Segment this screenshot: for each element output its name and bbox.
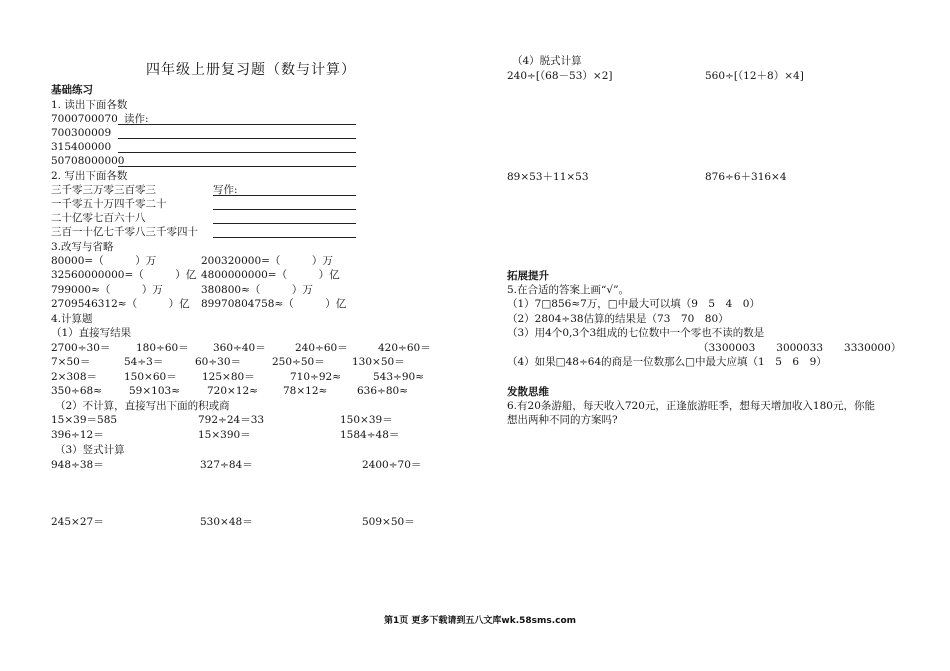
q3-item: 80000=（ ）万 [51,255,157,267]
direct-calc: 250÷50＝ [272,356,325,368]
page-title: 四年级上册复习题（数与计算） [146,62,356,78]
vertical-calc: 327÷84＝ [200,459,253,471]
direct-calc: 7×50＝ [51,356,91,368]
answer-line[interactable] [118,152,356,153]
direct-calc: 543÷90≈ [373,371,424,383]
direct-calc: 720×12≈ [207,385,258,397]
answer-line[interactable] [213,195,356,196]
stepwise-calc: 876÷6＋316×4 [705,171,787,183]
q5-item: （2）2804÷38估算的结果是（73 70 80） [507,313,729,325]
q2-item: 三千零三万零三百零三 [51,184,156,196]
direct-calc: 2700÷30＝ [51,342,111,354]
q1-number: 7000700070 [51,113,118,125]
q4-sub-vertical: （3）竖式计算 [55,444,125,456]
direct-calc: 60÷30＝ [195,356,242,368]
q2-write-label: 写作: [213,184,238,196]
q3-item: 32560000000=（ ）亿 [51,269,197,281]
indirect-calc: 15×39＝585 [51,414,118,426]
section-basic: 基础练习 [51,84,93,96]
q4-sub-indirect: （2）不计算，直接写出下面的积或商 [55,400,230,412]
direct-calc: 180÷60＝ [136,342,189,354]
stepwise-calc: 89×53＋11×53 [507,171,589,183]
direct-calc: 125×80＝ [202,371,255,383]
q1-heading: 1. 读出下面各数 [51,99,128,111]
vertical-calc: 2400÷70＝ [362,459,422,471]
vertical-calc: 509×50＝ [362,516,415,528]
q3-item: 2709546312≈（ ）亿 [51,298,190,310]
q1-number: 700300009 [51,127,112,139]
section-divergent: 发散思维 [507,386,549,398]
indirect-calc: 1584÷48＝ [340,429,400,441]
q1-number: 50708000000 [51,155,125,167]
q6-text: 想出两种不同的方案吗? [507,414,618,426]
direct-calc: 2×308＝ [51,371,98,383]
q4-sub-direct: （1）直接写结果 [51,327,132,339]
indirect-calc: 150×39＝ [340,414,393,426]
direct-calc: 420÷60＝ [378,342,431,354]
stepwise-calc: 560÷[（12＋8）×4] [705,70,804,82]
answer-line[interactable] [213,223,356,224]
q2-heading: 2. 写出下面各数 [51,170,128,182]
q5-heading: 5.在合适的答案上画“√”。 [507,284,629,296]
q4-sub-stepwise: （4）脱式计算 [512,55,582,67]
page-footer: 第1页 更多下载请到五八文库wk.58sms.com [384,616,577,626]
direct-calc: 240÷60＝ [295,342,348,354]
q5-item: （3300003 3000033 3330000） [698,342,902,354]
q3-item: 89970804758≈（ ）亿 [201,298,347,310]
q2-item: 一千零五十万四千零二十 [51,198,167,210]
answer-line[interactable] [213,237,356,238]
vertical-calc: 530×48＝ [200,516,253,528]
indirect-calc: 792÷24＝33 [198,414,265,426]
stepwise-calc: 240÷[（68－53）×2] [507,70,613,82]
q3-item: 380800≈（ ）万 [201,284,313,296]
direct-calc: 710÷92≈ [290,371,341,383]
direct-calc: 636÷80≈ [357,385,408,397]
q4-heading: 4.计算题 [51,313,93,325]
q3-item: 799000≈（ ）万 [51,284,163,296]
q5-item: （3）用4个0,3个3组成的七位数中一个零也不读的数是 [507,327,765,339]
q1-number: 315400000 [51,141,112,153]
answer-line[interactable] [213,209,356,210]
q6-text: 6.有20条游船，每天收入720元，正逢旅游旺季，想每天增加收入180元，你能 [507,400,875,412]
direct-calc: 59×103≈ [129,385,180,397]
q3-item: 200320000=（ ）万 [201,255,333,267]
answer-line[interactable] [118,166,356,167]
vertical-calc: 948÷38＝ [51,459,104,471]
indirect-calc: 396÷12＝ [51,429,104,441]
vertical-calc: 245×27＝ [51,516,104,528]
direct-calc: 350÷68≈ [51,385,102,397]
answer-line[interactable] [118,138,356,139]
direct-calc: 54÷3＝ [124,356,164,368]
q1-read-label: 读作: [124,113,149,125]
indirect-calc: 15×390＝ [198,429,251,441]
section-extend: 拓展提升 [507,270,549,282]
q2-item: 二十亿零七百六十八 [51,212,146,224]
direct-calc: 150×60＝ [124,371,177,383]
direct-calc: 130×50＝ [352,356,405,368]
q3-heading: 3.改写与省略 [51,241,114,253]
q5-item: （1）7□856≈7万，□中最大可以填（9 5 4 0） [507,298,760,310]
direct-calc: 360÷40＝ [213,342,266,354]
q3-item: 4800000000=（ ）亿 [201,269,340,281]
answer-line[interactable] [118,124,356,125]
q2-item: 三百一十亿七千零八三千零四十 [51,226,198,238]
q5-item: （4）如果□48÷64的商是一位数那么□中最大应填（1 5 6 9） [507,356,827,368]
direct-calc: 78×12≈ [283,385,328,397]
